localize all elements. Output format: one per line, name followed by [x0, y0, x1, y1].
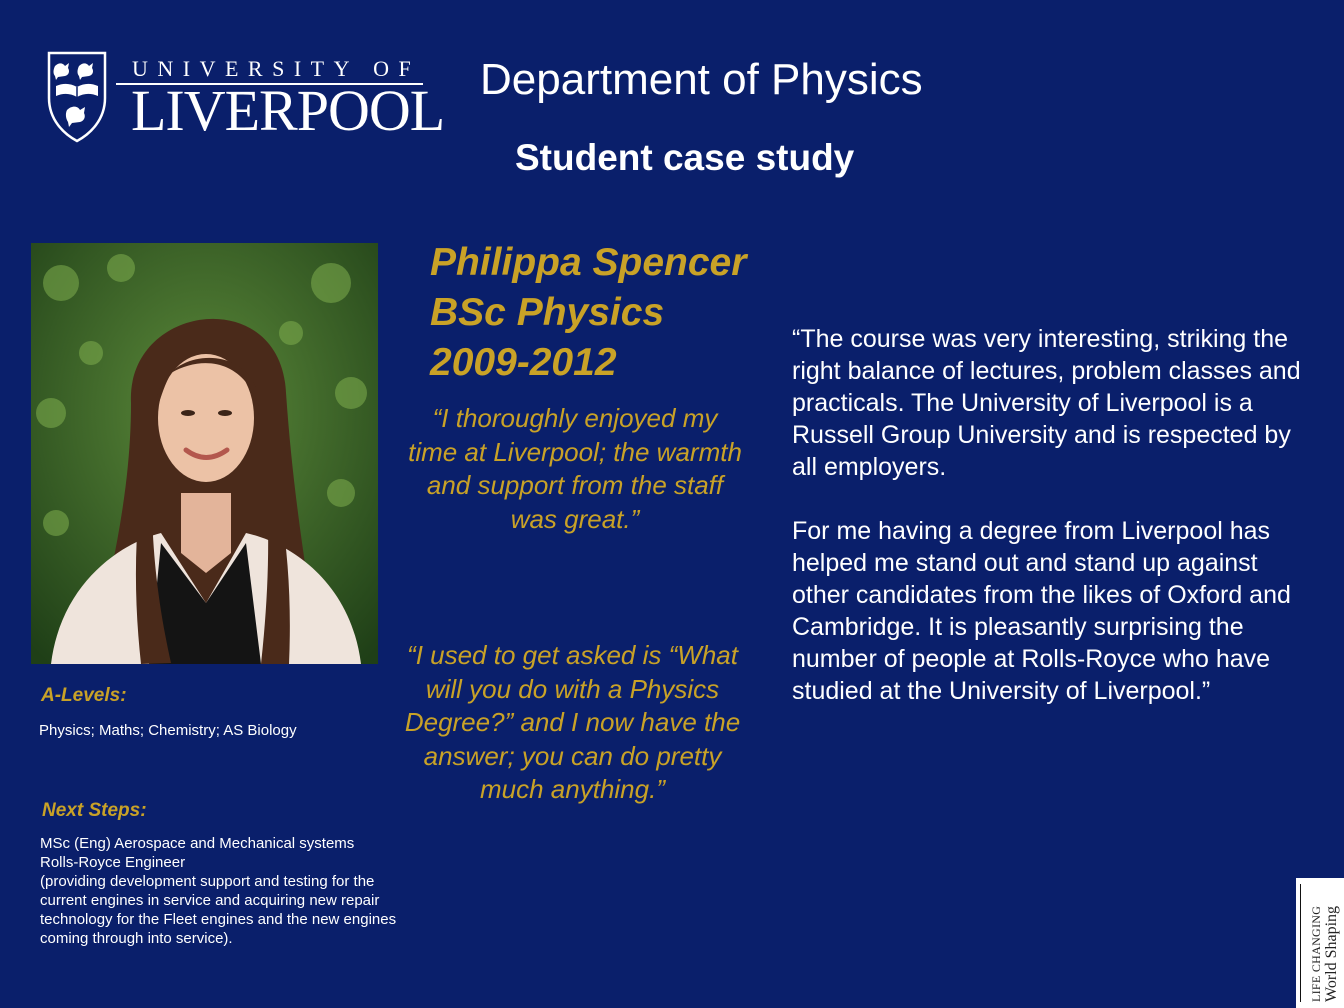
next-steps-line: coming through into service).	[40, 930, 233, 947]
student-name: Philippa Spencer	[430, 241, 747, 284]
university-crest-icon	[46, 50, 108, 144]
alevels-text: Physics; Maths; Chemistry; AS Biology	[39, 722, 297, 739]
page-subtitle: Student case study	[515, 137, 855, 178]
department-title: Department of Physics	[480, 55, 923, 104]
student-info	[430, 238, 746, 388]
next-steps-line: technology for the Fleet engines and the new engines	[40, 911, 397, 928]
testimonial	[792, 323, 1312, 707]
student-photo	[31, 243, 378, 664]
university-name-main: LIVERPOOL	[131, 78, 445, 143]
pull-quote-2: “I used to get asked is “What will you do with a Physics Degree?” and I now have the answer; you can do pretty much anything.”	[404, 640, 741, 804]
next-steps-text	[40, 834, 430, 948]
pull-quote-1: “I thoroughly enjoyed my time at Liverpool; the warmth and support from the staff was great.”	[408, 403, 742, 534]
strapline-badge	[1296, 878, 1344, 1008]
student-degree: BSc Physics	[430, 291, 665, 334]
student-years: 2009-2012	[430, 341, 617, 384]
next-steps-line: (providing development support and testing for the	[40, 873, 375, 890]
next-steps-heading: Next Steps:	[42, 800, 147, 821]
strapline-line-2: World Shaping	[1323, 905, 1340, 1002]
strapline-line-1: LIFE CHANGING	[1309, 905, 1323, 1002]
next-steps-line: Rolls-Royce Engineer	[40, 854, 186, 871]
alevels-heading: A-Levels:	[41, 685, 127, 706]
university-name-top: UNIVERSITY OF	[132, 56, 421, 81]
testimonial-paragraph-1: “The course was very interesting, striking the right balance of lectures, problem classes and practicals. The University of Liverpool is a Russell Group University and is respected by all employers.	[792, 325, 1301, 481]
next-steps-line: MSc (Eng) Aerospace and Mechanical systems	[40, 835, 355, 852]
testimonial-paragraph-2: For me having a degree from Liverpool has helped me stand out and stand up against other candidates from the likes of Oxford and Cambridge. It is pleasantly surprising the number of people at Rolls-Royce who have studied at the University of Liverpool.”	[792, 517, 1291, 705]
next-steps-line: current engines in service and acquiring new repair	[40, 892, 380, 909]
